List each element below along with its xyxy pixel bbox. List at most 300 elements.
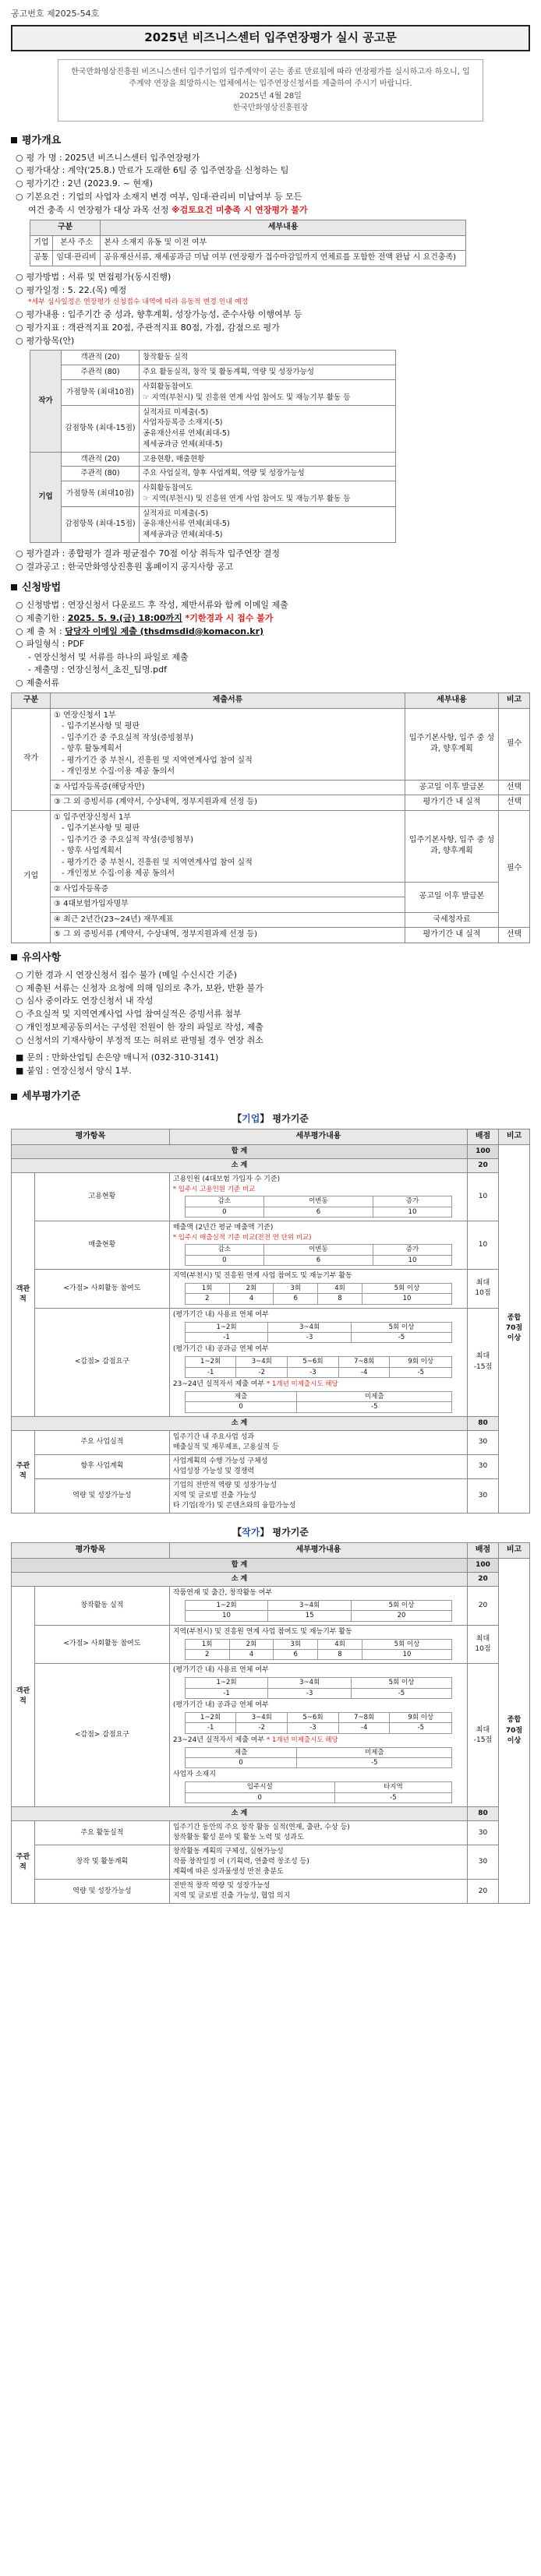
table-row xyxy=(12,1158,530,1172)
table-cell: 역량 및 성장가능성 xyxy=(35,1880,170,1904)
table-cell: 7~8회 xyxy=(338,1712,390,1722)
table-cell: 최대 -15점 xyxy=(468,1308,499,1416)
table-row xyxy=(185,1747,451,1757)
table-cell: 입주기간 내 주요사업 성과 매출실적 및 재무제표, 고용실적 등 xyxy=(169,1430,467,1454)
table-cell: 가점항목 (최대10점) xyxy=(62,379,140,405)
table-cell: 사업계획의 수행 가능성 구체성 사업성장 가능성 및 경쟁력 xyxy=(169,1454,467,1478)
table-cell: 최대 -15점 xyxy=(468,1664,499,1807)
table-row xyxy=(185,1678,451,1688)
table-cell: 감점항목 (최대-15점) xyxy=(62,506,140,542)
table-cell: 고용현황 xyxy=(35,1172,170,1221)
table-row xyxy=(12,882,530,897)
table-cell: ② 사업자등록증(해당자만) xyxy=(51,780,405,795)
apply-heading: 신청방법 xyxy=(11,581,530,596)
table-cell: 공유재산서류, 재세공과금 미납 여부 (연장평가 접수마감일까지 연체료를 포함한 전액 완납 시 요건충족) xyxy=(101,251,466,266)
table-row xyxy=(185,1283,451,1293)
table-row xyxy=(30,405,396,452)
evaluation-items-table xyxy=(30,350,396,542)
table-header-cell: 비고 xyxy=(499,1129,530,1145)
notice-number: 공고번호 제2025-54호 xyxy=(11,9,100,19)
preface-date: 2025년 4월 28일 xyxy=(239,91,302,100)
table-cell: 선택 xyxy=(499,780,530,795)
table-cell: 이변동 xyxy=(263,1245,373,1255)
table-cell: 5~6회 xyxy=(288,1357,339,1367)
table-header-cell: 세부내용 xyxy=(101,220,466,236)
table-cell: 2 xyxy=(185,1649,229,1659)
table-cell: 역량 및 성장가능성 xyxy=(35,1478,170,1513)
table-cell: 4 xyxy=(229,1294,274,1304)
table-row xyxy=(12,1806,530,1820)
caution-line: ○ 주요실적 및 지역연계사업 사업 참여실적은 증빙서류 첨부 xyxy=(16,1009,242,1020)
table-cell: -1 xyxy=(185,1688,268,1698)
table-cell: 지역(부천시) 및 진흥원 연계 사업 참여도 및 재능기부 활동 1회 2회 3회 4회 5회 이상 2 4 6 8 10 xyxy=(169,1269,467,1308)
table-cell: 3~4회 xyxy=(268,1322,352,1332)
table-cell: 창작활동 실적 xyxy=(35,1586,170,1625)
table-cell: 3~4회 xyxy=(236,1712,288,1722)
caution-line: ○ 심사 중이라도 연장신청서 내 작성 xyxy=(16,996,154,1006)
preface-box xyxy=(58,59,483,122)
table-cell: 종합 70점 이상 xyxy=(499,1558,530,1904)
table-cell: 4회 xyxy=(318,1283,362,1293)
table-row xyxy=(12,795,530,811)
table-cell: 감점항목 (최대-15점) xyxy=(62,405,140,452)
table-cell: 이변동 xyxy=(263,1196,373,1207)
table-cell: 평가기간 내 실적 xyxy=(405,795,499,811)
table-cell: 9회 이상 xyxy=(390,1357,452,1367)
table-header-cell: 세부평가내용 xyxy=(169,1129,467,1145)
apply-line: ○ 제출기한 : 2025. 5. 9.(금) 18:00까지 *기한경과 시 접수 불가 xyxy=(16,612,274,623)
table-cell: <가점> 사회활동 참여도 xyxy=(35,1269,170,1308)
table-cell: 미제출 xyxy=(297,1747,452,1757)
apply-line: ○ 파일형식 : PDF xyxy=(16,639,85,650)
table-cell: 매출현황 xyxy=(35,1221,170,1269)
table-cell: -3 xyxy=(288,1723,339,1733)
table-cell: 입주기간 동안의 주요 창작 활동 실적(연재, 출판, 수상 등) 창작활동 활성 분야 및 활동 노력 및 성과도 xyxy=(169,1820,467,1845)
table-cell: 고용인원 (4대보험 가입자 수 기준) * 입주시 고용인원 기준 비교 감소 이변동 증가 0 6 10 xyxy=(169,1172,467,1221)
table-cell: 4 xyxy=(229,1649,274,1659)
table-row xyxy=(185,1207,451,1217)
table-cell: 작가 xyxy=(30,351,62,452)
table-cell: 10 xyxy=(373,1255,451,1265)
writer-criteria-caption: 【작가】 평가기준 xyxy=(232,1526,309,1538)
table-cell: 0 xyxy=(185,1207,263,1217)
table-cell: 소 계 xyxy=(12,1806,468,1820)
table-cell: 2회 xyxy=(229,1283,274,1293)
table-cell: 작품연재 및 출간, 창작활동 여부 1~2회 3~4회 5회 이상 10 15 20 xyxy=(169,1586,467,1625)
apply-line: ○ 제 출 처 : 담당자 이메일 제출 (thsdmsdid@komacon.kr) xyxy=(16,625,264,636)
table-row xyxy=(185,1782,451,1792)
table-cell: 필수 xyxy=(499,708,530,780)
table-cell: -1 xyxy=(185,1332,268,1342)
table-cell: 10 xyxy=(362,1294,451,1304)
table-row xyxy=(12,1880,530,1904)
table-cell: 주관적 (80) xyxy=(62,365,140,380)
table-row xyxy=(185,1649,451,1659)
table-cell: 주요 사업실적 xyxy=(35,1430,170,1454)
table-row xyxy=(30,481,396,507)
table-cell: 5~6회 xyxy=(288,1712,339,1722)
table-cell: 8 xyxy=(318,1649,362,1659)
table-cell: 15 xyxy=(268,1611,352,1621)
table-cell: 필수 xyxy=(499,810,530,928)
overview-line: ○ 기본요건 : 기업의 사업자 소재지 변경 여부, 임대·관리비 미납여부 등 모든 xyxy=(16,192,302,203)
table-header-cell: 세부내용 xyxy=(405,693,499,709)
table-header-cell: 평가항목 xyxy=(12,1543,170,1559)
table-header-cell: 제출서류 xyxy=(51,693,405,709)
table-cell: 타지역 xyxy=(334,1782,451,1792)
table-cell: 지역(부천시) 및 진흥원 연계 사업 참여도 및 재능기부 활동 1회 2회 3회 4회 5회 이상 2 4 6 8 10 xyxy=(169,1625,467,1664)
page-title: 2025년 비즈니스센터 입주연장평가 실시 공고문 xyxy=(11,25,530,51)
table-cell: 소 계 xyxy=(12,1158,468,1172)
table-cell: 3~4회 xyxy=(268,1600,352,1610)
table-cell: 전반적 창작 역량 및 성장가능성 지역 및 글로벌 진출 가능성, 협업 의지 xyxy=(169,1880,467,1904)
table-cell: 30 xyxy=(468,1845,499,1880)
square-bullet-icon xyxy=(11,137,17,143)
table-row xyxy=(12,1172,530,1221)
preface-org: 한국만화영상진흥원장 xyxy=(232,104,309,113)
preface-body: 한국만화영상진흥원 비즈니스센터 입주기업의 입주계약이 곧는 종료 만료됨에 따라 연장평가를 실시하고자 하오니, 입주계약 연장을 희망하시는 업체에서는 입주연장신청서를 제출하여 주시기 바랍니다. xyxy=(71,67,470,89)
table-cell: 80 xyxy=(468,1416,499,1430)
table-cell: 10 xyxy=(362,1649,451,1659)
table-cell: 기업 xyxy=(12,810,51,943)
table-row xyxy=(12,1625,530,1664)
table-cell: 1~2회 xyxy=(185,1322,268,1332)
table-cell: 매출액 (2년간 평균 매출액 기준) * 입주시 매출실적 기준 비교(전전 연 단위 비교) 감소 이변동 증가 0 6 10 xyxy=(169,1221,467,1269)
table-row xyxy=(185,1357,451,1367)
apply-line: ○ 신청방법 : 연장신청서 다운로드 후 작성, 제반서류와 함께 이메일 제출 xyxy=(16,599,288,610)
caution-line: ○ 신청서의 기재사항이 부정적 또는 허위로 판명될 경우 연장 취소 xyxy=(16,1035,263,1046)
table-header-cell: 비고 xyxy=(499,693,530,709)
table-cell: 공통 xyxy=(30,251,53,266)
table-cell: 10 xyxy=(373,1207,451,1217)
table-row xyxy=(12,693,530,709)
table-cell: 임대·관리비 xyxy=(52,251,101,266)
contact-line: ■ 문의 : 만화산업팀 손은양 매니저 (032-310-3141) xyxy=(16,1052,219,1063)
attachment-line: ■ 붙임 : 연장신청서 양식 1부. xyxy=(16,1066,132,1077)
overview-line: ○ 결과공고 : 한국만화영상진흥원 홈페이지 공지사항 공고 xyxy=(16,561,234,572)
table-cell: 20 xyxy=(468,1880,499,1904)
table-cell: 0 xyxy=(185,1402,297,1412)
table-cell: -1 xyxy=(185,1367,236,1377)
criteria-heading: 세부평가기준 xyxy=(11,1090,530,1105)
table-cell: 1~2회 xyxy=(185,1712,236,1722)
table-cell: 4회 xyxy=(318,1639,362,1649)
table-cell: 사회활동참여도 ☞ 지역(부천시) 및 진흥원 연계 사업 참여도 및 재능기부 활동 등 xyxy=(140,379,396,405)
table-cell: 5회 이상 xyxy=(351,1678,451,1688)
table-row xyxy=(30,379,396,405)
table-cell: -5 xyxy=(351,1332,451,1342)
table-cell: 20 xyxy=(468,1586,499,1625)
table-cell: -5 xyxy=(297,1757,452,1767)
table-cell: 본사 주소 xyxy=(52,235,101,251)
table-cell: 100 xyxy=(468,1558,499,1572)
table-cell: 1~2회 xyxy=(185,1678,268,1688)
table-row xyxy=(185,1294,451,1304)
table-cell: -3 xyxy=(288,1367,339,1377)
writer-criteria-table xyxy=(11,1542,530,1904)
table-cell: ② 사업자등록증 xyxy=(51,882,405,897)
table-cell: 30 xyxy=(468,1820,499,1845)
table-cell: 6 xyxy=(274,1649,318,1659)
overview-line: ○ 평 가 명 : 2025년 비즈니스센터 입주연장평가 xyxy=(16,152,200,163)
table-cell: -5 xyxy=(390,1367,452,1377)
table-cell: 5회 이상 xyxy=(362,1639,451,1649)
company-criteria-table xyxy=(11,1129,530,1514)
table-cell: <감점> 감점요구 xyxy=(35,1308,170,1416)
overview-line: ○ 평가항목(안) xyxy=(16,335,75,346)
table-row xyxy=(185,1757,451,1767)
overview-line-cont: 여건 충족 시 연장평가 대상 과목 선정 ※검토요건 미충족 시 연장평가 불가 xyxy=(28,205,308,216)
table-row xyxy=(185,1255,451,1265)
table-cell: 5회 이상 xyxy=(351,1600,451,1610)
table-cell: ④ 최근 2년간(23~24년) 재무제표 xyxy=(51,912,405,928)
table-cell: -5 xyxy=(334,1792,451,1802)
table-header-cell: 배점 xyxy=(468,1129,499,1145)
table-cell: 합 계 xyxy=(12,1558,468,1572)
apply-line: ○ 제출서류 xyxy=(16,678,60,689)
table-cell: 선택 xyxy=(499,795,530,811)
documents-table xyxy=(11,692,530,943)
table-cell: 작가 xyxy=(12,708,51,810)
table-row xyxy=(30,452,396,467)
table-cell: 7~8회 xyxy=(338,1357,390,1367)
table-row xyxy=(30,506,396,542)
table-row xyxy=(12,1129,530,1145)
table-cell: 1회 xyxy=(185,1283,229,1293)
table-cell: ① 연장신청서 1부 - 입주기본사항 및 평판 - 입주기간 중 주요실적 작성(증빙첨부) - 향후 활동계획서 - 평가기간 중 부천시, 진흥원 및 지역연계사업 참여 실적 - 개인정보 수집·이용 제공 동의서 xyxy=(51,708,405,780)
table-cell: 주관적 (80) xyxy=(62,467,140,481)
table-cell: 사회활동참여도 ☞ 지역(부천시) 및 진흥원 연계 사업 참여도 및 재능기부 활동 등 xyxy=(140,481,396,507)
table-cell: 입주기본사항, 입주 중 성과, 향후계획 xyxy=(405,708,499,780)
table-cell: 2회 xyxy=(229,1639,274,1649)
square-bullet-icon xyxy=(11,1094,17,1100)
table-cell: 입주시설 xyxy=(185,1782,334,1792)
table-cell: 국세청자료 xyxy=(405,912,499,928)
table-row xyxy=(12,1820,530,1845)
overview-line: ○ 평가방법 : 서류 및 면접평가(동시진행) xyxy=(16,271,171,282)
table-cell: 객관적 xyxy=(12,1172,35,1416)
table-cell: 증가 xyxy=(373,1196,451,1207)
caution-line: ○ 제출된 서류는 신청자 요청에 의해 임의로 추가, 보완, 반환 불가 xyxy=(16,982,263,993)
table-cell: 30 xyxy=(468,1454,499,1478)
apply-sub: - 제출명 : 연장신청서_초진_팀명.pdf xyxy=(28,664,168,675)
apply-sub: - 연장신청서 및 서류를 하나의 파일로 제출 xyxy=(28,652,189,663)
table-cell: 3~4회 xyxy=(236,1357,288,1367)
table-row xyxy=(12,1586,530,1625)
table-row xyxy=(12,928,530,943)
table-row xyxy=(12,1572,530,1586)
table-cell: 5회 이상 xyxy=(351,1322,451,1332)
table-row xyxy=(30,467,396,481)
table-cell: 창작활동 계획의 구체성, 실현가능성 작품 창작일정 이 (기획력, 연출력 창조성 등) 계획에 따른 성과물생성 만전 충분도 xyxy=(169,1845,467,1880)
table-cell: 0 xyxy=(185,1255,263,1265)
table-cell: 9회 이상 xyxy=(390,1712,452,1722)
table-cell: 창작활동 실적 xyxy=(140,351,396,365)
table-row xyxy=(12,912,530,928)
table-cell: 5회 이상 xyxy=(362,1283,451,1293)
table-cell: ③ 4대보험가입자명부 xyxy=(51,897,405,913)
table-cell: (평가기간 내) 사용료 연체 여부 1~2회 3~4회 5회 이상 -1 -3 -5 (평가기간 내) 공과금 연체 여부 1~2회 3~4회 5~6회 7~8회 9회 이상 -1 -2 -3 -4 -5 23~24년 실적자서 제출 여부 * 1개년 미제출시도 해당 제출 미제출 0 -5 사업자 소재지 입주시설 타지역 0 -5 xyxy=(169,1664,467,1807)
table-cell: 1~2회 xyxy=(185,1600,268,1610)
table-cell: 입주기본사항, 입주 중 성과, 향후계획 xyxy=(405,810,499,882)
table-row xyxy=(12,1269,530,1308)
square-bullet-icon xyxy=(11,584,17,590)
table-cell: 종합 70점 이상 xyxy=(499,1144,530,1513)
table-row xyxy=(185,1712,451,1722)
table-cell: ⑤ 그 외 증빙서류 (계약서, 수상내역, 정부지원과제 선정 등) xyxy=(51,928,405,943)
caution-line: ○ 개인정보제공동의서는 구성원 전원이 한 장의 파일로 작성, 제출 xyxy=(16,1022,263,1033)
overview-line: ○ 평가대상 : 계약('25.8.) 만료가 도래한 6팀 중 입주연장을 신청하는 팀 xyxy=(16,165,289,176)
table-cell: -5 xyxy=(390,1723,452,1733)
table-row xyxy=(12,1543,530,1559)
overview-line: ○ 평가일정 : 5. 22.(목) 예정 xyxy=(16,284,127,295)
table-row xyxy=(185,1322,451,1332)
table-cell: 평가기간 내 실적 xyxy=(405,928,499,943)
contact-email-link[interactable]: 담당자 이메일 제출 (thsdmsdid@komacon.kr) xyxy=(65,625,264,636)
table-cell: 최대 10점 xyxy=(468,1269,499,1308)
table-row xyxy=(12,1558,530,1572)
table-cell: 1~2회 xyxy=(185,1357,236,1367)
table-cell: (평가기간 내) 사용료 연체 여부 1~2회 3~4회 5회 이상 -1 -3 -5 (평가기간 내) 공과금 연체 여부 1~2회 3~4회 5~6회 7~8회 9회 이상 -1 -2 -3 -4 -5 23~24년 실적자서 제출 여부 * 1개년 미제출시도 해당 제출 미제출 0 -5 xyxy=(169,1308,467,1416)
table-row xyxy=(185,1639,451,1649)
table-row xyxy=(30,351,396,365)
table-cell: <감점> 감점요구 xyxy=(35,1664,170,1807)
table-cell: 100 xyxy=(468,1144,499,1158)
table-row xyxy=(185,1402,451,1412)
table-row xyxy=(30,251,466,266)
table-cell: 객관적 xyxy=(12,1586,35,1806)
table-cell: 객관적 (20) xyxy=(62,351,140,365)
table-header-cell: 비고 xyxy=(499,1543,530,1559)
table-cell: 감소 xyxy=(185,1196,263,1207)
table-cell: -3 xyxy=(268,1332,352,1342)
table-cell: 최대 10점 xyxy=(468,1625,499,1664)
table-cell: -4 xyxy=(338,1723,390,1733)
table-cell: 0 xyxy=(185,1757,297,1767)
table-cell: 3~4회 xyxy=(268,1678,352,1688)
cautions-heading: 유의사항 xyxy=(11,951,530,966)
table-cell: 창작 및 활동계획 xyxy=(35,1845,170,1880)
table-cell: -2 xyxy=(236,1723,288,1733)
table-row xyxy=(12,708,530,780)
table-row xyxy=(185,1367,451,1377)
table-cell: 주관적 xyxy=(12,1820,35,1903)
table-cell: -5 xyxy=(351,1688,451,1698)
table-row xyxy=(185,1245,451,1255)
table-row xyxy=(185,1611,451,1621)
caution-line: ○ 기한 경과 시 연장신청서 접수 불가 (메일 수신시간 기준) xyxy=(16,969,237,980)
table-row xyxy=(30,220,466,236)
table-row xyxy=(185,1723,451,1733)
table-row xyxy=(185,1391,451,1401)
table-cell: 소 계 xyxy=(12,1416,468,1430)
requirement-table xyxy=(30,220,466,266)
table-cell: 10 xyxy=(468,1172,499,1221)
table-cell: 주요 활동실적, 창작 및 활동계획, 역량 및 성장가능성 xyxy=(140,365,396,380)
schedule-note: *세부 심사일정은 연장평가 신청접수 내역에 따라 유동적 변경 인내 예정 xyxy=(28,298,249,306)
table-row xyxy=(12,1454,530,1478)
table-cell: 주관적 xyxy=(12,1430,35,1513)
table-cell: 주요 활동실적 xyxy=(35,1820,170,1845)
table-cell: 가점항목 (최대10점) xyxy=(62,481,140,507)
table-cell: 2 xyxy=(185,1294,229,1304)
table-cell: 20 xyxy=(468,1158,499,1172)
table-cell: -5 xyxy=(297,1402,452,1412)
table-cell: 기업 xyxy=(30,235,53,251)
table-cell: 3회 xyxy=(274,1639,318,1649)
table-row xyxy=(12,1308,530,1416)
table-cell: -4 xyxy=(338,1367,390,1377)
table-cell: <가점> 사회활동 참여도 xyxy=(35,1625,170,1664)
table-cell: 공고일 이후 발급본 xyxy=(405,780,499,795)
table-row xyxy=(12,810,530,882)
table-cell: 합 계 xyxy=(12,1144,468,1158)
table-row xyxy=(12,1845,530,1880)
table-cell: -1 xyxy=(185,1723,236,1733)
table-row xyxy=(185,1332,451,1342)
table-row xyxy=(185,1600,451,1610)
table-cell: 객관적 (20) xyxy=(62,452,140,467)
table-cell: 3회 xyxy=(274,1283,318,1293)
table-cell: 8 xyxy=(318,1294,362,1304)
table-cell: 본사 소재지 유동 및 이전 여부 xyxy=(101,235,466,251)
table-header-cell: 배점 xyxy=(468,1543,499,1559)
table-row xyxy=(30,365,396,380)
table-cell: 주요 사업실적, 향후 사업계획, 역량 및 성장가능성 xyxy=(140,467,396,481)
table-cell: 제출 xyxy=(185,1747,297,1757)
table-row xyxy=(12,1144,530,1158)
table-cell: 0 xyxy=(185,1792,334,1802)
table-cell: 10 xyxy=(185,1611,268,1621)
table-row xyxy=(12,1221,530,1269)
table-row xyxy=(12,1478,530,1513)
table-row xyxy=(12,1416,530,1430)
table-cell: 6 xyxy=(263,1207,373,1217)
overview-line: ○ 평가결과 : 종합평가 결과 평균점수 70점 이상 취득자 입주연장 결정 xyxy=(16,548,281,559)
table-cell: -2 xyxy=(236,1367,288,1377)
table-cell: 공고일 이후 발급본 xyxy=(405,882,499,912)
table-cell: ③ 그 외 증빙서류 (계약서, 수상내역, 정부지원과제 선정 등) xyxy=(51,795,405,811)
table-cell: 20 xyxy=(468,1572,499,1586)
table-cell: 소 계 xyxy=(12,1572,468,1586)
table-cell: 제출 xyxy=(185,1391,297,1401)
table-row xyxy=(185,1688,451,1698)
table-cell: 증가 xyxy=(373,1245,451,1255)
table-row xyxy=(185,1792,451,1802)
overview-line: ○ 평가지표 : 객관적지표 20점, 주관적지표 80점, 가점, 감점으로 평가 xyxy=(16,322,280,333)
table-cell: 향후 사업계획 xyxy=(35,1454,170,1478)
table-row xyxy=(185,1196,451,1207)
company-criteria-caption: 【기업】 평가기준 xyxy=(232,1112,309,1124)
table-cell: 30 xyxy=(468,1430,499,1454)
overview-line: ○ 평가기간 : 2년 (2023.9. ~ 현재) xyxy=(16,178,153,189)
table-cell: 6 xyxy=(274,1294,318,1304)
table-cell: 미제출 xyxy=(297,1391,452,1401)
table-row xyxy=(30,235,466,251)
table-row xyxy=(12,780,530,795)
table-cell: 30 xyxy=(468,1478,499,1513)
square-bullet-icon xyxy=(11,954,17,960)
table-cell: 실적자료 미제출(-5) 사업자등록증 소재지(-5) 공유재산서류 연체(최대-5) 제세공과금 연체(최대-5) xyxy=(140,405,396,452)
table-cell: 10 xyxy=(468,1221,499,1269)
table-cell: 20 xyxy=(351,1611,451,1621)
table-cell: 6 xyxy=(263,1255,373,1265)
table-header-cell: 세부평가내용 xyxy=(169,1543,467,1559)
table-header-cell: 평가항목 xyxy=(12,1129,170,1145)
table-cell: 고용현황, 매출현황 xyxy=(140,452,396,467)
table-cell: 80 xyxy=(468,1806,499,1820)
table-cell: -3 xyxy=(268,1688,352,1698)
